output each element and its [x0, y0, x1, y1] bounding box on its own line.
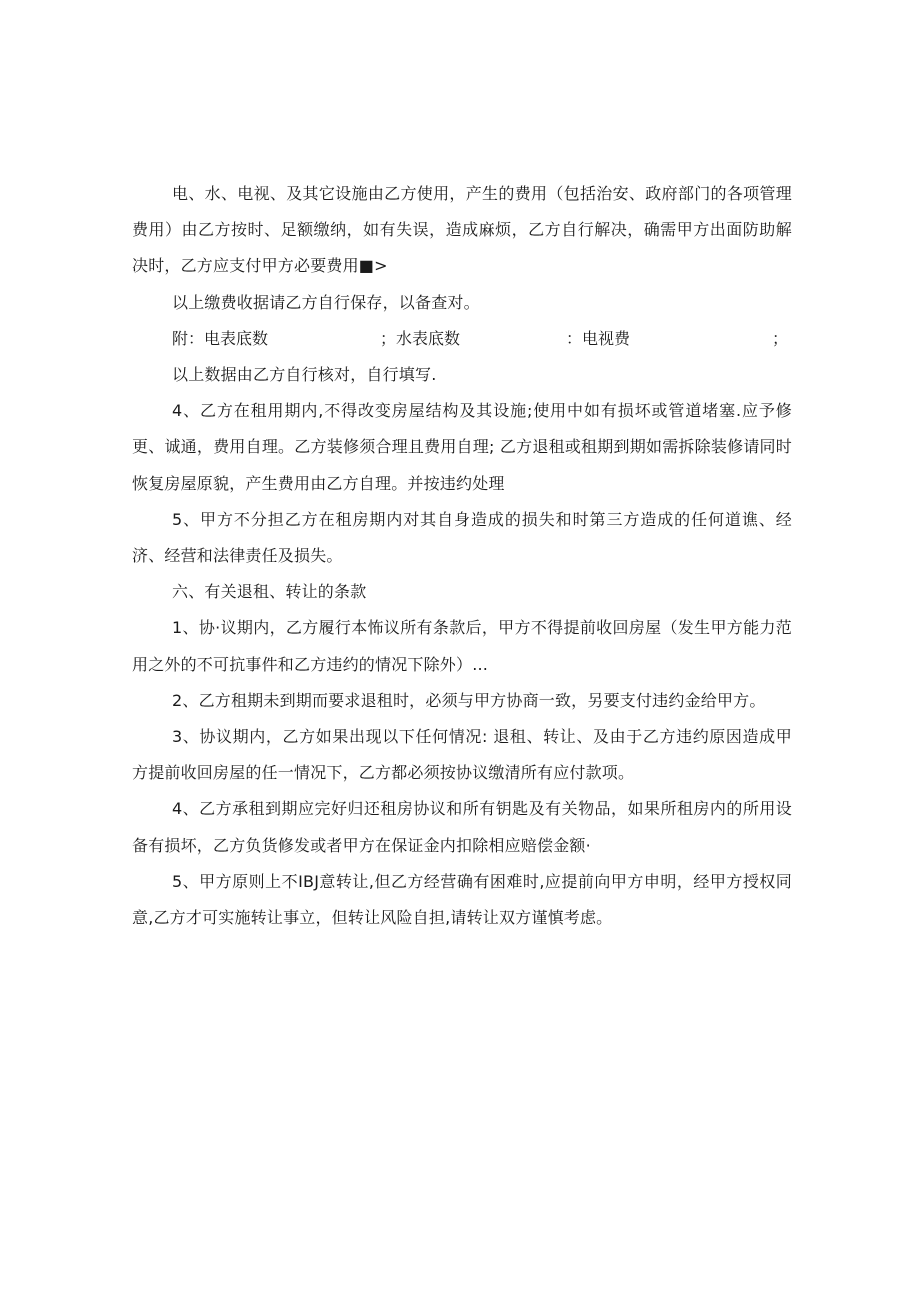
electric-meter-label: 附：电表底数 [172, 328, 269, 348]
termination-clause-2: 2、乙方租期未到期而要求退租时，必须与甲方协商一致，另要支付违约金给甲方。 [172, 690, 766, 710]
document-body [132, 176, 792, 936]
separator-3: ； [772, 328, 789, 348]
paragraph-utilities-fees: 电、水、电视、及其它设施由乙方使用，产生的费用（包括治安、政府部门的各项管理费用）由乙方按时、足额缴纳，如有失误，造成麻烦，乙方自行解决，确需甲方出面防助解决时，乙方应支付甲方必要费用■> [132, 184, 792, 276]
clause-4-structure: 4、乙方在租用期内,不得改变房屋结构及其设施;使用中如有损坏或管道堵塞.应予修更、诚通，费用自理。乙方装修须合理且费用自理; 乙方退租或租期到期如需拆除装修请同时恢复房屋原貌，产生费用由乙方自理。并按违约处理 [132, 401, 792, 493]
water-meter-label: 水表底数 [396, 328, 461, 348]
paragraph-self-check: 以上数据由乙方自行核对，自行填写. [172, 365, 437, 385]
section-heading-termination: 六、有关退租、转让的条款 [172, 582, 367, 602]
separator-1: ； [380, 328, 397, 348]
meter-readings-line [132, 321, 792, 357]
tv-fee-label: 电视费 [582, 328, 631, 348]
separator-2: ： [566, 328, 583, 348]
termination-clause-3: 3、协议期内，乙方如果出现以下任何情况: 退租、转让、及由于乙方违约原因造成甲方提前收回房屋的任一情况下，乙方都必须按协议缴清所有应付款项。 [132, 727, 792, 783]
clause-5-liability: 5、甲方不分担乙方在租房期内对其自身造成的损失和时第三方造成的任何道谯、经济、经营和法律责任及损失。 [132, 509, 792, 566]
termination-clause-4: 4、乙方承租到期应完好归还租房协议和所有钥匙及有关物品，如果所租房内的所用设备有损坏，乙方负货修发或者甲方在保证金内扣除相应赔偿金额· [132, 799, 792, 855]
paragraph-receipts: 以上缴费收据请乙方自行保存，以备查对。 [172, 292, 480, 312]
termination-clause-1: 1、协·议期内，乙方履行本怖议所有条款后，甲方不得提前收回房屋（发生甲方能力范用之外的不可抗事件和乙方违约的情况下除外）... [132, 618, 792, 674]
termination-clause-5: 5、甲方原则上不IBJ意转让,但乙方经营确有困难时,应提前向甲方申明，经甲方授权同意,乙方才可实施转让事立，但转让风险自担,请转让双方谨慎考虑。 [132, 871, 792, 928]
